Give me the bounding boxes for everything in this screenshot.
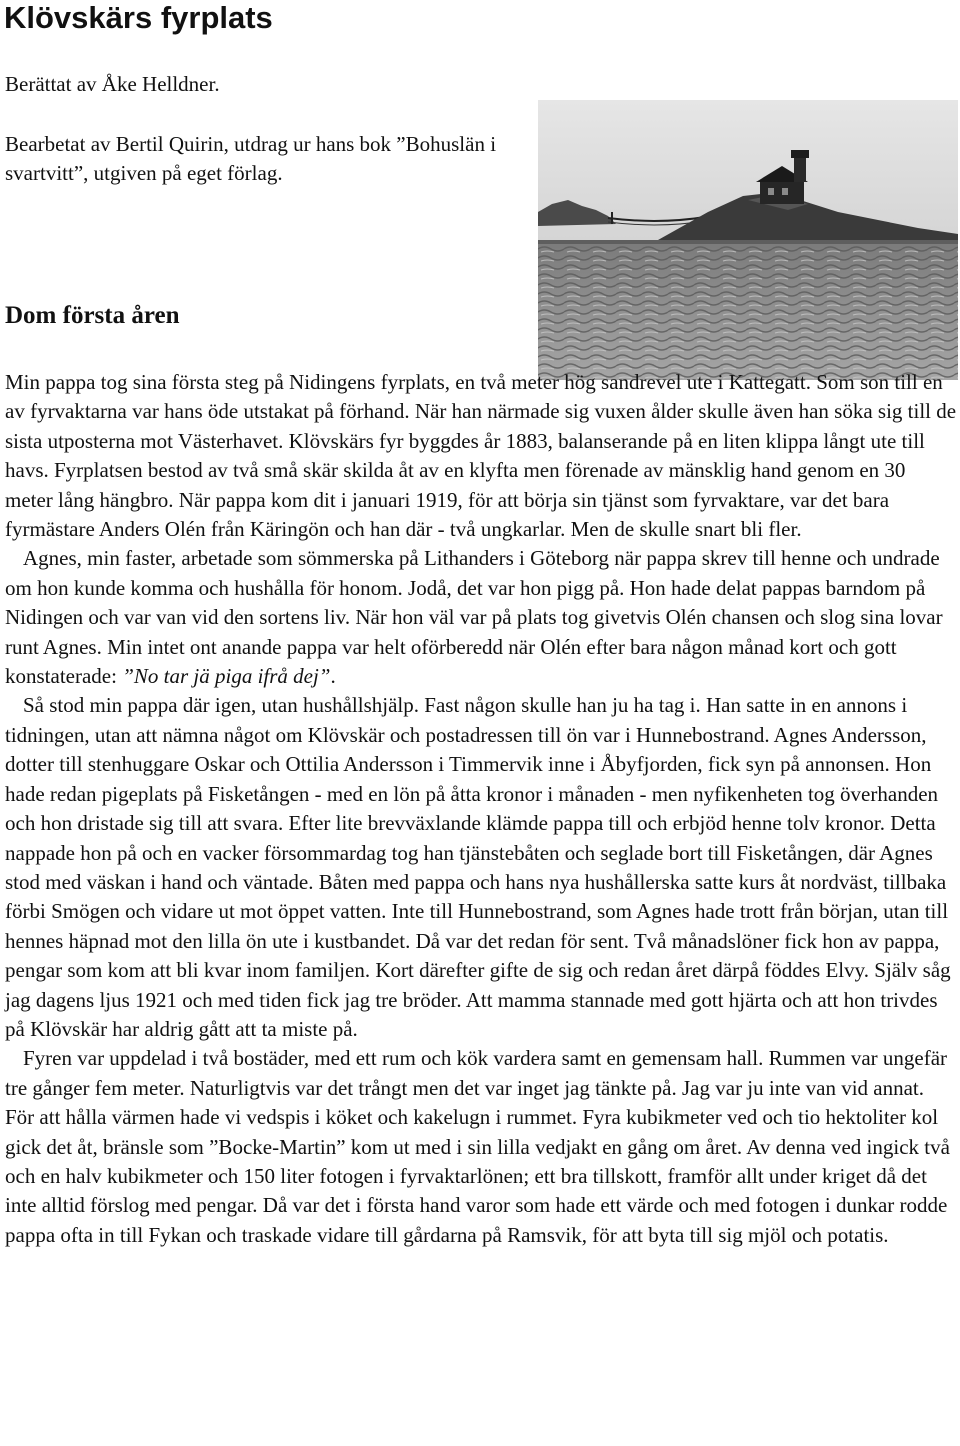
lighthouse-photo	[538, 100, 958, 380]
paragraph-text: Så stod min pappa där igen, utan hushållshjälp. Fast någon skulle han ju ha tag i. Han satte in en annons i tidningen, utan att nämna något om Klövskär och postadressen till ön var i Hunnebostrand. Agnes Andersson, dotter till stenhuggare Oskar och Ottilia Andersson i Timmervik inne i Åbyfjorden, fick syn på annonsen. Hon hade redan pigeplats på Fisketången - med en lön på åtta kronor i månaden - men nyfikenheten tog överhanden och hon dristade sig till att svara. Efter lite brevväxlande klämde pappa till och erbjöd henne tolv kronor. Detta nappade hon på och en vacker försommardag tog han tjänstebåten och seglade bort till Fisketången, där Agnes stod med väskan i hand och väntade. Båten med pappa och hans nya hushållerska satte kurs åt nordväst, tillbaka förbi Smögen och vidare ut mot öppet vatten. Inte till Hunnebostrand, som Agnes hade trott från början, utan till hennes häpnad mot den lilla ön ute i kustbandet. Då var det redan för sent. Två månadslöner fick hon av pappa, pengar som kom att bli kvar inom familjen. Kort därefter gifte de sig och redan året därpå föddes Elvy. Själv såg jag dagens ljus 1921 och med tiden fick jag tre bröder. Att mamma stannade med gott hjärta och att hon trivdes på Klövskär har aldrig gått att ta miste på.	[5, 693, 951, 1041]
paragraph	[5, 1044, 957, 1250]
editor-credit: Bearbetat av Bertil Quirin, utdrag ur hans bok ”Bohuslän i svartvitt”, utgiven på eget förlag.	[5, 132, 497, 185]
paragraph-text-end: .	[330, 664, 336, 689]
paragraph	[5, 368, 957, 544]
paragraph-text: Min pappa tog sina första steg på Nidingens fyrplats, en två meter hög sandrevel ute i Kattegatt. Som son till en av fyrvaktarna var hans öde utstakat på förhand. När han närmade sig vuxen ålder skulle även han söka sig till de sista utposterna mot Västerhavet. Klövskärs fyr byggdes år 1883, balanserande på en liten klippa långt ute till havs. Fyrplatsen bestod av två små skär skilda åt av en klyfta men förenade av mänsklig hand genom en 30 meter lång hängbro. När pappa kom dit i januari 1919, för att börja sin tjänst som fyrvaktare, var det bara fyrmästare Anders Olén från Käringön och han där - två ungkarlar. Men de skulle snart bli fler.	[5, 370, 957, 542]
paragraph	[5, 691, 957, 1044]
paragraph-text: Fyren var uppdelad i två bostäder, med ett rum och kök vardera samt en gemensam hall. Rummen var ungefär tre gånger fem meter. Naturligtvis var det trångt men det var inget jag tänkte på. Jag var ju inte van vid annat. För att hålla värmen hade vi vedspis i köket och kakelugn i rummet. Fyra kubikmeter ved och tio hektoliter kol gick det åt, bränsle som ”Bocke-Martin” kom ut med i sin lilla vedjakt en gång om året. Av denna ved ingick två och en halv kubikmeter och 150 liter fotogen i fyrvaktarlönen; ett bra tillskott, framför allt under kriget då det inte alltid förslog med pengar. Då var det i första hand varor som hade ett värde och med fotogen i dunkar rodde pappa ofta in till Fykan och traskade vidare till gårdarna på Ramsvik, för att byta till sig mjöl och potatis.	[5, 1046, 950, 1247]
lighthouse-photo-icon	[538, 100, 958, 380]
dialect-quote: ”No tar jä piga ifrå dej”	[122, 664, 331, 689]
narrator-credit: Berättat av Åke Helldner.	[5, 72, 220, 96]
paragraph	[5, 544, 957, 691]
section-heading: Dom första åren	[5, 302, 180, 329]
article-body	[5, 368, 957, 1250]
page-title: Klövskärs fyrplats	[4, 0, 273, 35]
paragraph-text: Agnes, min faster, arbetade som sömmerska på Lithanders i Göteborg när pappa skrev till henne och undrade om hon kunde komma och hushålla för honom. Jodå, det var hon pigg på. Hon hade delat pappas barndom på Nidingen och var van vid den sortens liv. När hon väl var på plats tog givetvis Olén chansen och slog sina lovar runt Agnes. Min intet ont anande pappa var helt oförberedd när Olén efter bara någon månad kort och gott konstaterade:	[5, 546, 943, 689]
